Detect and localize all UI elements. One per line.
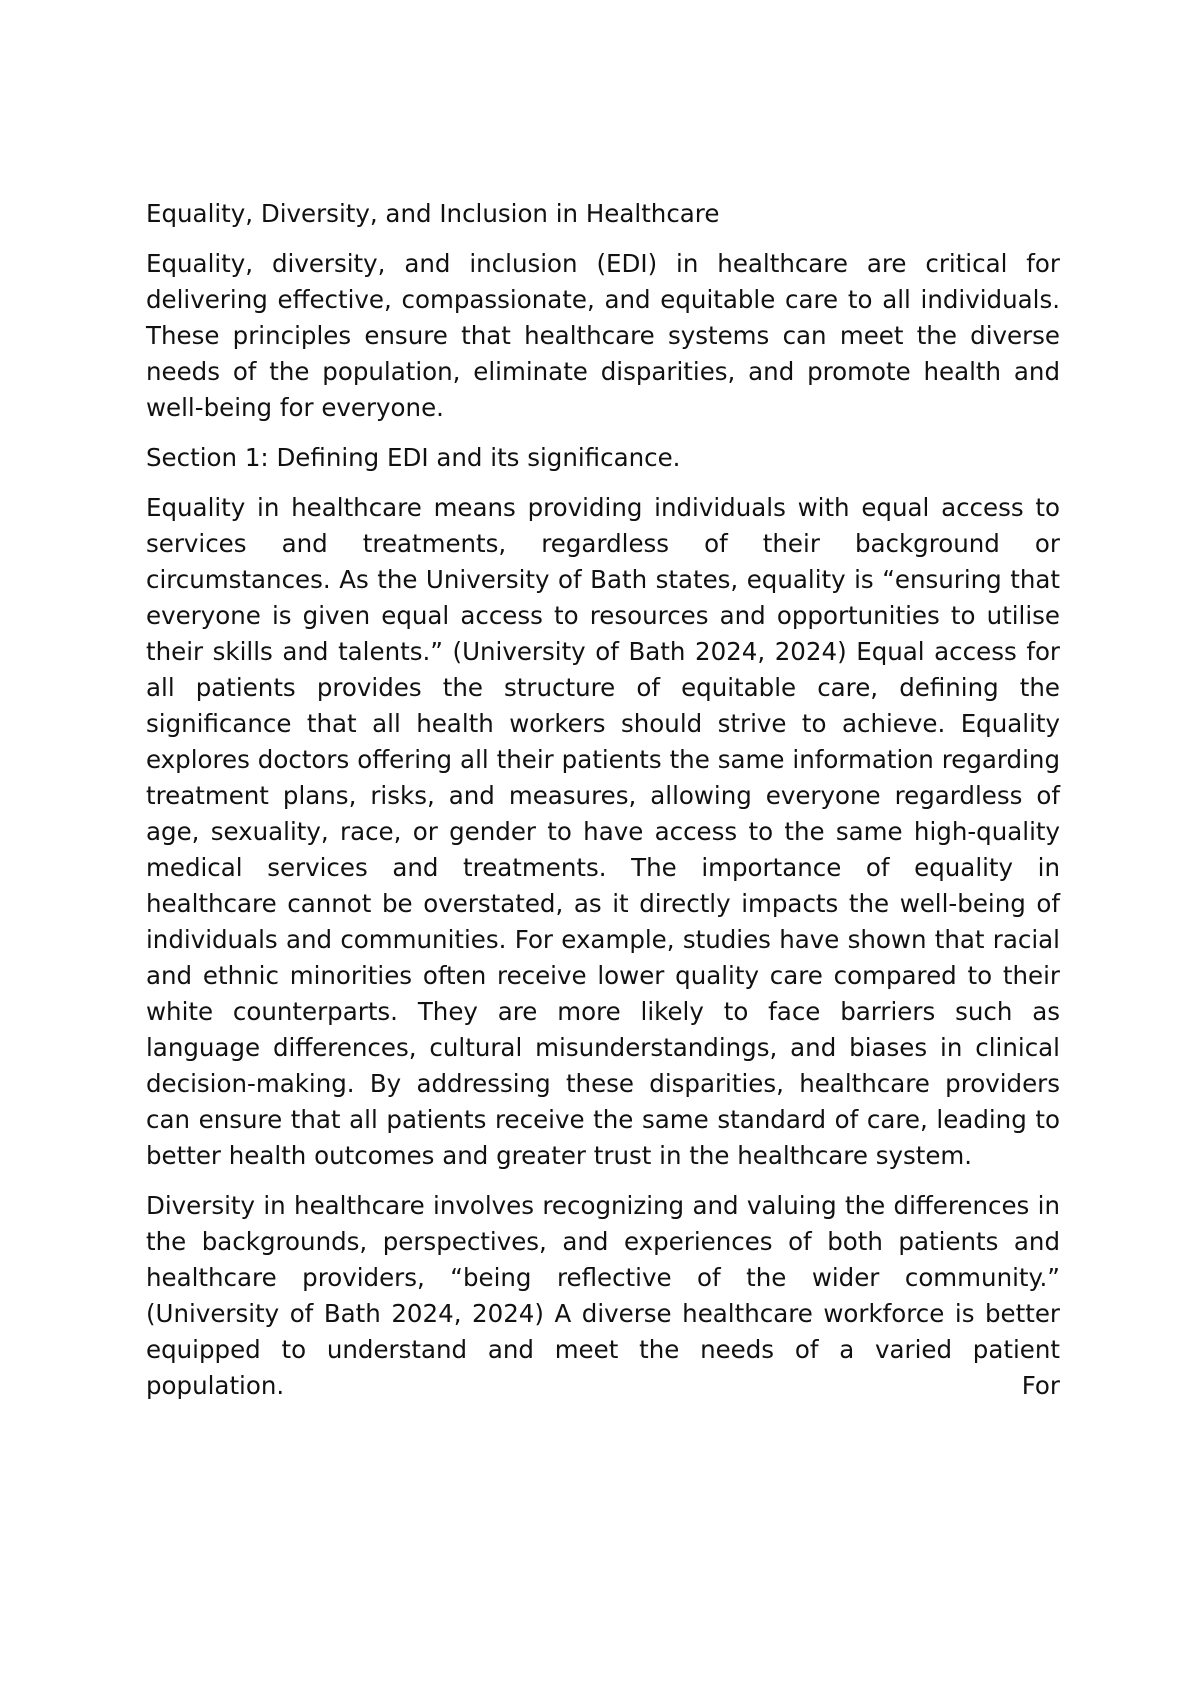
document-title: Equality, Diversity, and Inclusion in Healthcare	[146, 199, 720, 228]
equality-paragraph: Equality in healthcare means providing individuals with equal access to services and treatments, regardless of their background or circumstances. As the University of Bath states, equality is “ensuring that everyone is given equal access to resources and opportunities to utilise their skills and talents.” (University of Bath 2024, 2024) Equal access for all patients provides the structure of equitable care, defining the significance that all health workers should strive to achieve. Equality explores doctors offering all their patients the same information regarding treatment plans, risks, and measures, allowing everyone regardless of age, sexuality, race, or gender to have access to the same high-quality medical services and treatments. The importance of equality in healthcare cannot be overstated, as it directly impacts the well-being of individuals and communities. For example, studies have shown that racial and ethnic minorities often receive lower quality care compared to their white counterparts. They are more likely to face barriers such as language differences, cultural misunderstandings, and biases in clinical decision-making. By addressing these disparities, healthcare providers can ensure that all patients receive the same standard of care, leading to better health outcomes and greater trust in the healthcare system.	[146, 493, 1060, 1170]
diversity-paragraph: Diversity in healthcare involves recognizing and valuing the differences in the backgrounds, perspectives, and experiences of both patients and healthcare providers, “being reflective of the wider community.” (University of Bath 2024, 2024) A diverse healthcare workforce is better equipped to understand and meet the needs of a varied patient population. For	[146, 1191, 1060, 1400]
section-1-heading: Section 1: Defining EDI and its significance.	[146, 443, 681, 472]
document-body	[146, 196, 1060, 1418]
intro-paragraph: Equality, diversity, and inclusion (EDI) in healthcare are critical for delivering effective, compassionate, and equitable care to all individuals. These principles ensure that healthcare systems can meet the diverse needs of the population, eliminate disparities, and promote health and well-being for everyone.	[146, 249, 1060, 422]
